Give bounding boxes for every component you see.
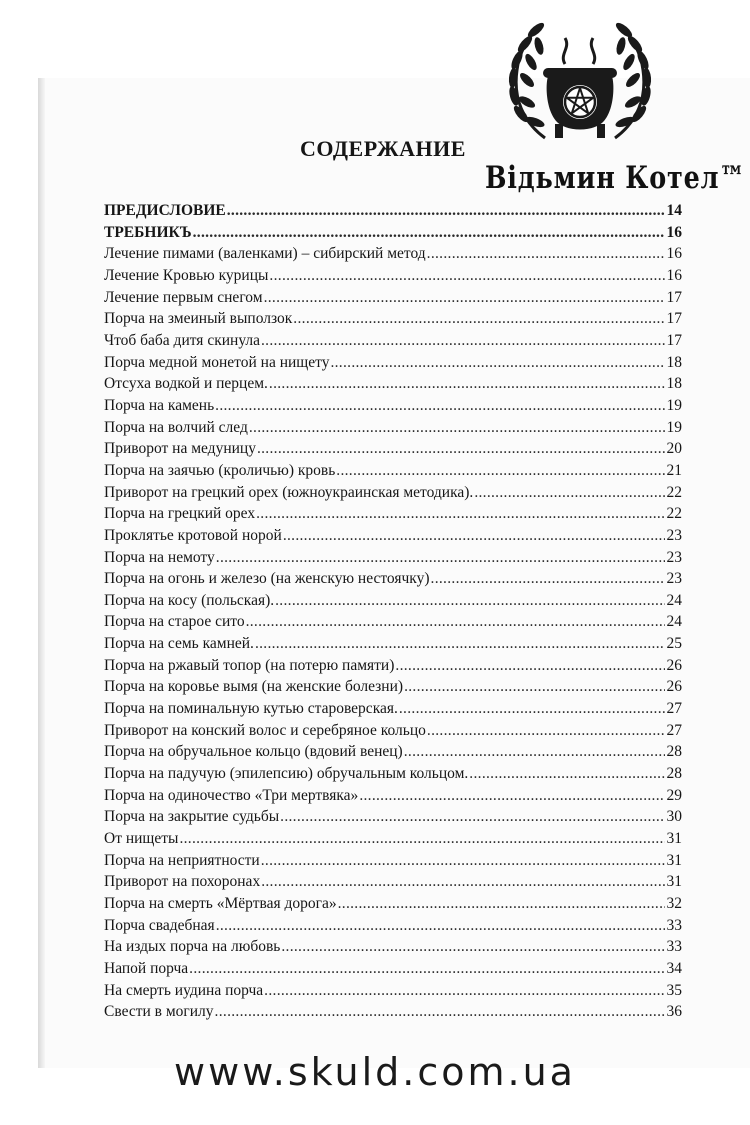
toc-entry-label: Порча на волчий след <box>104 418 248 436</box>
toc-entry-label: Порча на поминальную кутью староверская. <box>104 700 398 718</box>
toc-entry-page-number: 22 <box>666 483 682 501</box>
toc-dot-leader <box>283 525 665 547</box>
toc-dot-leader <box>261 330 665 352</box>
toc-entry <box>104 871 682 893</box>
toc-entry <box>104 590 682 612</box>
toc-dot-leader <box>193 222 665 244</box>
toc-entry-label: Порча медной монетой на нищету <box>104 353 330 371</box>
page-edge-shadow <box>38 78 45 1068</box>
toc-entry-label: Порча на старое сито <box>104 613 245 631</box>
toc-dot-leader <box>215 1001 665 1023</box>
toc-entry-page-number: 18 <box>666 375 682 393</box>
toc-entry <box>104 460 682 482</box>
toc-entry-label: ПРЕДИСЛОВИЕ <box>104 202 226 219</box>
toc-entry <box>104 806 682 828</box>
toc-entry-page-number: 27 <box>666 700 682 718</box>
toc-entry-label: Порча на смерть «Мёртвая дорога» <box>104 895 337 912</box>
toc-entry <box>104 633 682 655</box>
toc-entry-page-number: 16 <box>666 266 682 284</box>
toc-entry <box>104 676 682 698</box>
toc-entry-page-number: 29 <box>666 786 682 804</box>
toc-entry-page-number: 23 <box>666 548 682 566</box>
toc-entry-page-number: 17 <box>666 310 682 328</box>
toc-entry-page-number: 33 <box>666 916 682 934</box>
toc-dot-leader <box>216 915 665 937</box>
toc-dot-leader <box>261 871 665 893</box>
toc-entry-page-number: 32 <box>666 895 682 912</box>
toc-entry-page-number: 25 <box>666 635 682 653</box>
toc-entry-label: Порча на коровье вымя (на женские болезни) <box>104 678 404 696</box>
toc-entry-label: Порча на камень <box>104 396 215 414</box>
toc-entry-label: Порча на немоту <box>104 548 215 566</box>
toc-entry <box>104 980 682 1002</box>
toc-entry-label: Порча на заячью (кроличью) кровь <box>104 461 336 479</box>
toc-entry-label: Порча на семь камней. <box>104 635 254 653</box>
toc-entry-page-number: 28 <box>666 765 682 783</box>
toc-dot-leader <box>246 611 665 633</box>
toc-entry <box>104 308 682 330</box>
toc-dot-leader <box>404 741 665 763</box>
toc-dot-leader <box>359 785 665 807</box>
toc-dot-leader <box>281 936 665 958</box>
toc-entry <box>104 958 682 980</box>
toc-entry-page-number: 24 <box>666 591 682 609</box>
toc-dot-leader <box>257 438 665 460</box>
toc-entry <box>104 287 682 309</box>
toc-entry-label: Свести в могилу <box>104 1003 214 1021</box>
toc-entry-label: Проклятье кротовой норой <box>104 526 282 544</box>
toc-entry-label: Отсуха водкой и перцем. <box>104 375 268 393</box>
toc-entry-page-number: 23 <box>666 570 682 588</box>
toc-entry-page-number: 27 <box>666 721 682 739</box>
toc-entry <box>104 482 682 504</box>
toc-entry <box>104 850 682 872</box>
toc-entry-page-number: 35 <box>666 981 682 999</box>
toc-entry <box>104 720 682 742</box>
toc-dot-leader <box>255 633 665 655</box>
toc-entry <box>104 417 682 439</box>
toc-entry <box>104 763 682 785</box>
toc-entry-label: Порча на неприятности <box>104 851 260 869</box>
toc-entry-label: Приворот на конский волос и серебряное кольцо <box>104 721 426 739</box>
toc-entry-label: Порча на огонь и железо (на женскую нестоячку) <box>104 570 430 588</box>
toc-dot-leader <box>469 763 665 785</box>
toc-entry <box>104 893 682 915</box>
toc-entry-page-number: 22 <box>666 505 682 523</box>
toc-entry-page-number: 19 <box>666 396 682 414</box>
toc-dot-leader <box>275 590 665 612</box>
toc-dot-leader <box>474 482 665 504</box>
toc-dot-leader <box>249 417 665 439</box>
toc-dot-leader <box>280 806 665 828</box>
toc-entry-label: Приворот на похоронах <box>104 873 261 891</box>
toc-entry-page-number: 17 <box>666 288 682 306</box>
toc-dot-leader <box>431 568 665 590</box>
toc-entry <box>104 568 682 590</box>
brand-name: Відьмин Котел™ <box>485 160 746 196</box>
toc-entry <box>104 611 682 633</box>
toc-entry <box>104 1001 682 1023</box>
toc-entry <box>104 698 682 720</box>
toc-entry <box>104 785 682 807</box>
toc-entry-page-number: 20 <box>666 440 682 458</box>
toc-entry-label: От нищеты <box>104 830 179 848</box>
toc-entry-page-number: 21 <box>666 461 682 479</box>
toc-entry <box>104 330 682 352</box>
toc-entry-label: Порча на грецкий орех <box>104 505 256 523</box>
toc-dot-leader <box>427 720 665 742</box>
toc-entry <box>104 915 682 937</box>
toc-entry-page-number: 14 <box>666 202 682 219</box>
toc-entry-label: Приворот на медуницу <box>104 440 256 458</box>
toc-entry-page-number: 17 <box>666 331 682 349</box>
toc-entry-label: Лечение первым снегом <box>104 288 263 306</box>
toc-entry-label: На смерть иудина порча <box>104 981 264 999</box>
toc-entry <box>104 243 682 265</box>
toc-entry-label: Порча на закрытие судьбы <box>104 808 280 826</box>
toc-entry <box>104 936 682 958</box>
toc-entry-page-number: 26 <box>666 678 682 696</box>
toc-dot-leader <box>261 850 665 872</box>
toc-entry-page-number: 31 <box>666 873 682 891</box>
toc-entry-label: Лечение Кровью курицы <box>104 266 269 284</box>
toc-dot-leader <box>256 503 665 525</box>
toc-dot-leader <box>404 676 665 698</box>
toc-entry-label: Порча на падучую (эпилепсию) обручальным кольцом. <box>104 765 469 783</box>
toc-dot-leader <box>336 460 665 482</box>
toc-entry-label: Напой порча <box>104 959 189 977</box>
toc-entry-page-number: 33 <box>666 938 682 956</box>
toc-dot-leader <box>293 308 665 330</box>
toc-entry-page-number: 30 <box>666 808 682 826</box>
toc-dot-leader <box>264 287 665 309</box>
toc-entry <box>104 547 682 569</box>
cauldron-pentacle-wreath-icon <box>505 18 655 146</box>
toc-entry-page-number: 31 <box>666 830 682 848</box>
toc-entry <box>104 373 682 395</box>
toc-entry-label: Порча на одиночество «Три мертвяка» <box>104 786 359 804</box>
toc-entry-page-number: 24 <box>666 613 682 631</box>
toc-entry <box>104 395 682 417</box>
toc-dot-leader <box>269 373 665 395</box>
toc-dot-leader <box>427 243 665 265</box>
toc-dot-leader <box>215 395 665 417</box>
toc-entry <box>104 828 682 850</box>
toc-entry <box>104 503 682 525</box>
toc-dot-leader <box>330 352 665 374</box>
toc-entry-label: Порча на обручальное кольцо (вдовий венец) <box>104 743 403 761</box>
toc-entry <box>104 352 682 374</box>
toc-entry-label: Порча на змеиный выползок <box>104 310 293 328</box>
toc-dot-leader <box>269 265 665 287</box>
toc-entry-page-number: 36 <box>666 1003 682 1021</box>
toc-entry <box>104 265 682 287</box>
toc-entry-page-number: 16 <box>666 223 682 241</box>
toc-entry-label: ТРЕБНИКЪ <box>104 223 192 241</box>
toc-entry-label: Порча на ржавый топор (на потерю памяти) <box>104 656 395 674</box>
toc-entry <box>104 741 682 763</box>
toc-dot-leader <box>227 200 665 222</box>
toc-entry <box>104 222 682 244</box>
toc-dot-leader <box>264 980 665 1002</box>
toc-entry-page-number: 23 <box>666 526 682 544</box>
toc-dot-leader <box>399 698 665 720</box>
toc-entry <box>104 200 682 222</box>
toc-entry-label: Лечение пимами (валенками) – сибирский метод <box>104 245 426 263</box>
toc-dot-leader <box>189 958 665 980</box>
toc-entry-page-number: 18 <box>666 353 682 371</box>
toc-entry <box>104 525 682 547</box>
toc-entry-page-number: 28 <box>666 743 682 761</box>
toc-entry <box>104 655 682 677</box>
toc-dot-leader <box>216 547 665 569</box>
toc-entry <box>104 438 682 460</box>
toc-entry-page-number: 31 <box>666 851 682 869</box>
toc-entry-label: Чтоб баба дитя скинула <box>104 331 260 349</box>
toc-dot-leader <box>179 828 665 850</box>
page-title: СОДЕРЖАНИЕ <box>300 136 466 161</box>
toc-entry-page-number: 26 <box>666 656 682 674</box>
toc-dot-leader <box>395 655 665 677</box>
toc-entry-label: На издых порча на любовь <box>104 938 281 956</box>
toc-entry-page-number: 19 <box>666 418 682 436</box>
toc-entry-label: Приворот на грецкий орех (южноукраинская методика). <box>104 483 474 501</box>
website-url: www.skuld.com.ua <box>174 1050 576 1094</box>
toc-entry-label: Порча на косу (польская). <box>104 591 275 609</box>
toc-entry-label: Порча свадебная <box>104 916 215 934</box>
table-of-contents <box>104 200 682 1023</box>
toc-entry-page-number: 34 <box>666 959 682 977</box>
toc-entry-page-number: 16 <box>666 245 682 263</box>
toc-dot-leader <box>338 893 665 915</box>
